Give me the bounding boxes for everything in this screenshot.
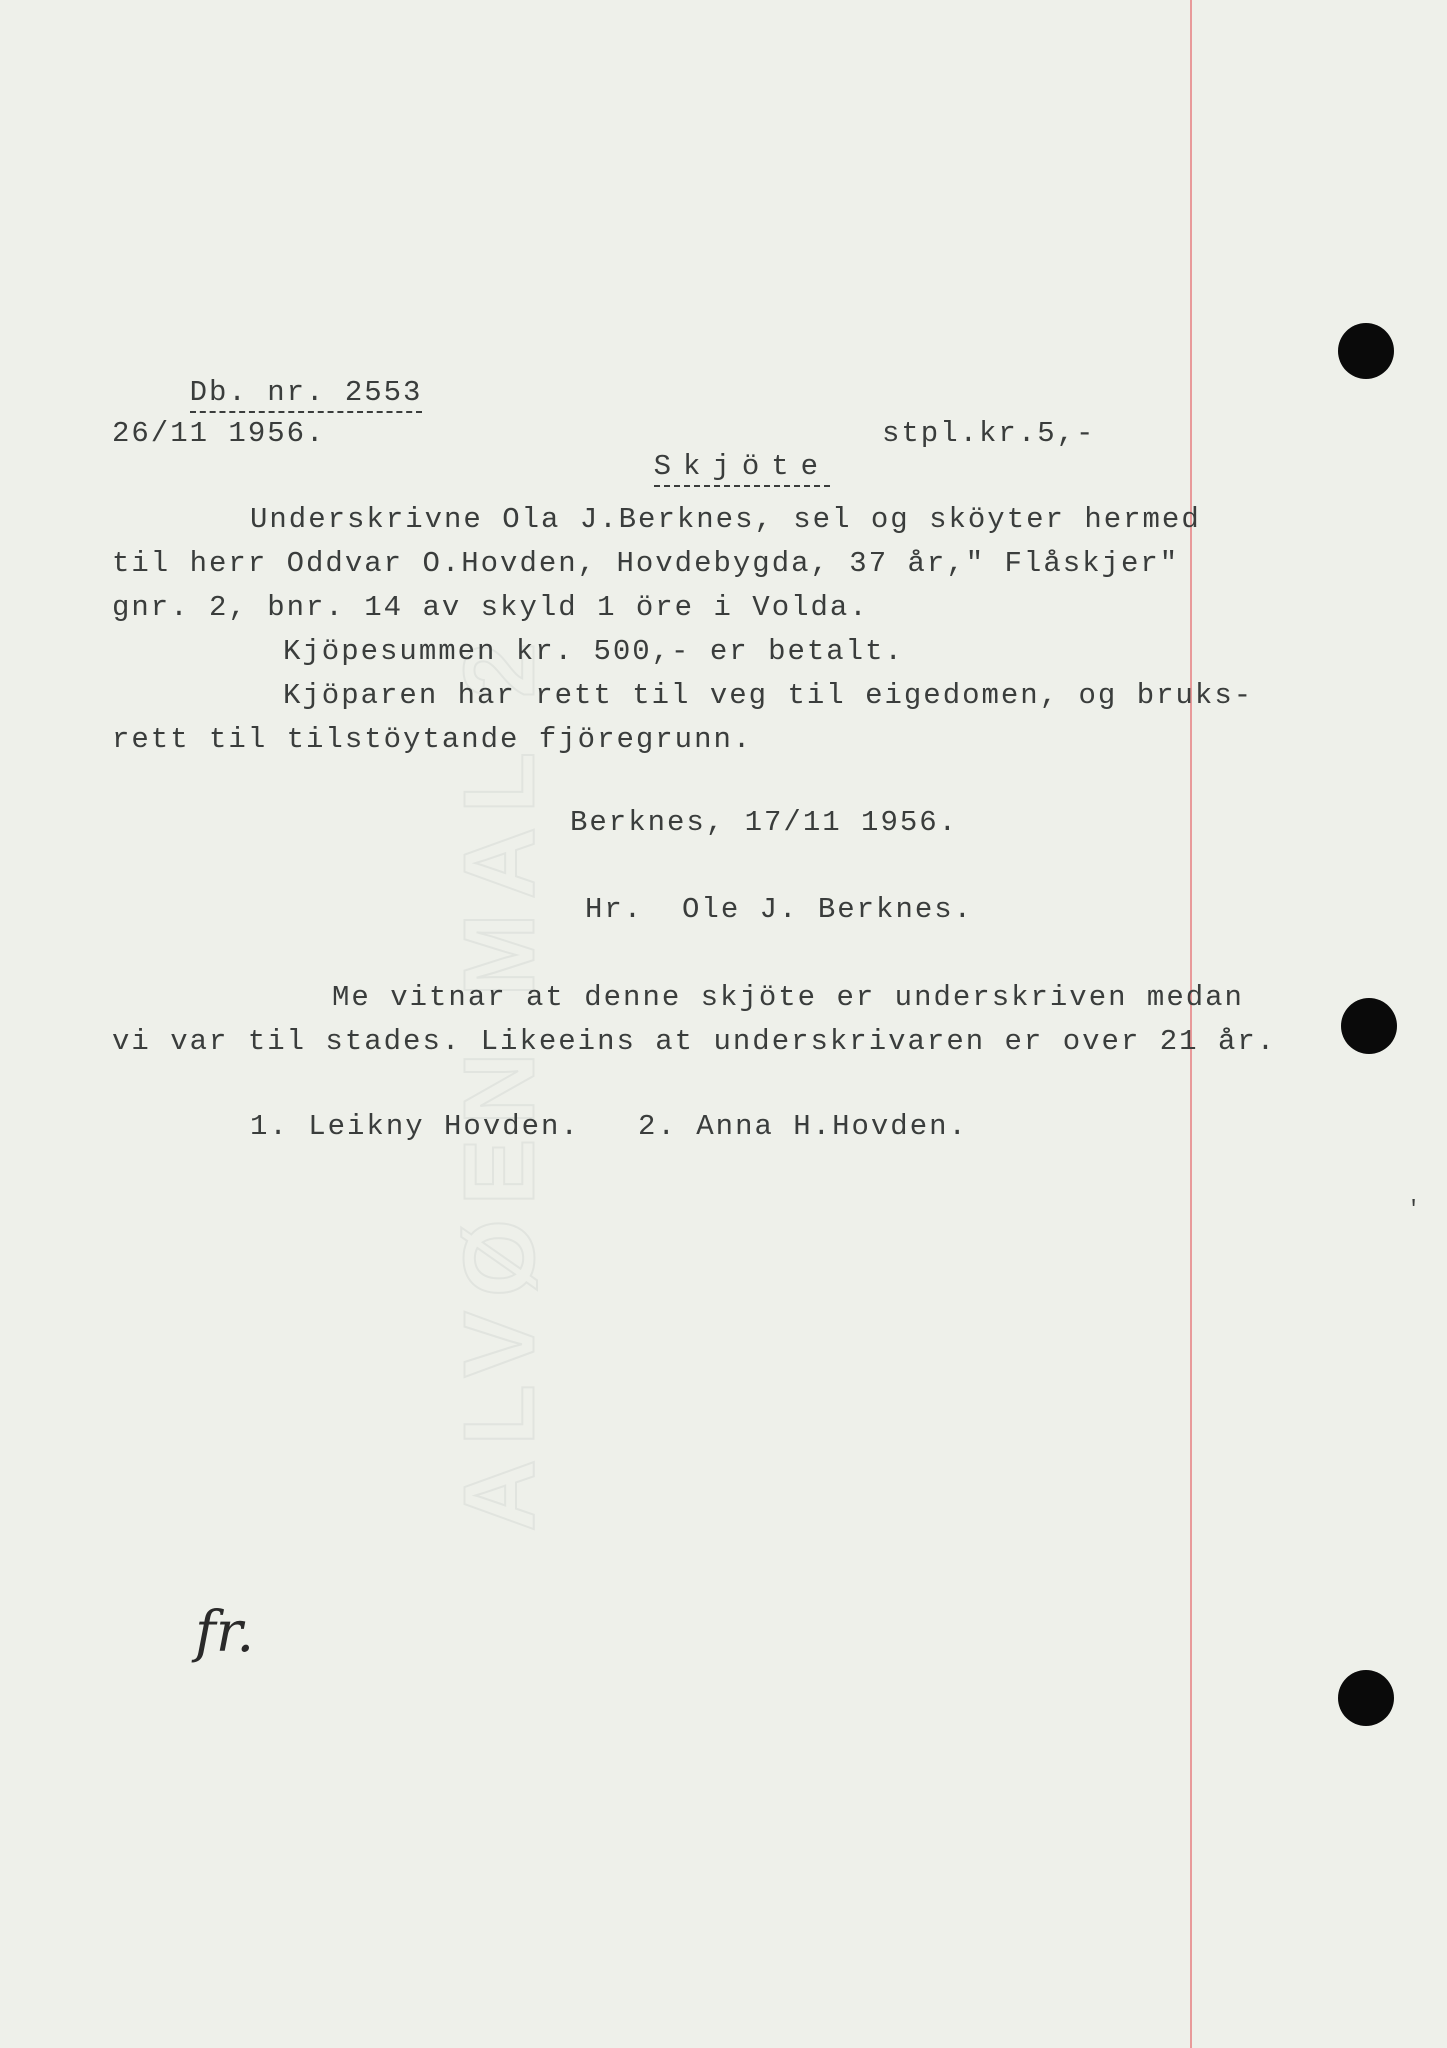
watermark-text: ALVØEN MAL 2 — [443, 628, 556, 1532]
body-line: Kjöparen har rett til veg til eigedomen, og bruks- — [283, 679, 1254, 712]
doc-date: 26/11 1956. — [112, 417, 326, 450]
body-line: gnr. 2, bnr. 14 av skyld 1 öre i Volda. — [112, 591, 869, 624]
doc-title: Skjöte — [536, 417, 830, 516]
margin-line — [1190, 0, 1192, 2048]
body-line: Kjöpesummen kr. 500,- er betalt. — [283, 635, 904, 668]
punch-hole — [1341, 998, 1397, 1054]
punch-hole — [1338, 1670, 1394, 1726]
body-line: rett til tilstöytande fjöregrunn. — [112, 723, 753, 756]
place-date: Berknes, 17/11 1956. — [570, 806, 959, 839]
witness-line: Me vitnar at denne skjöte er underskriven medan — [332, 981, 1244, 1014]
body-line: til herr Oddvar O.Hovden, Hovdebygda, 37 år," Flåskjer" — [112, 547, 1180, 580]
mark-tick: ' — [1407, 1197, 1421, 1222]
signer-name: Hr. Ole J. Berknes. — [585, 893, 974, 926]
stamp-fee: stpl.kr.5,- — [882, 417, 1096, 450]
handwritten-initials: fr. — [195, 1600, 255, 1665]
punch-hole — [1338, 323, 1394, 379]
body-line: Underskrivne Ola J.Berknes, sel og sköyter hermed — [250, 503, 1201, 536]
witness-names: 1. Leikny Hovden. 2. Anna H.Hovden. — [250, 1110, 968, 1143]
doc-number: Db. nr. 2553 — [112, 343, 422, 442]
witness-line: vi var til stades. Likeeins at underskrivaren er over 21 år. — [112, 1025, 1277, 1058]
